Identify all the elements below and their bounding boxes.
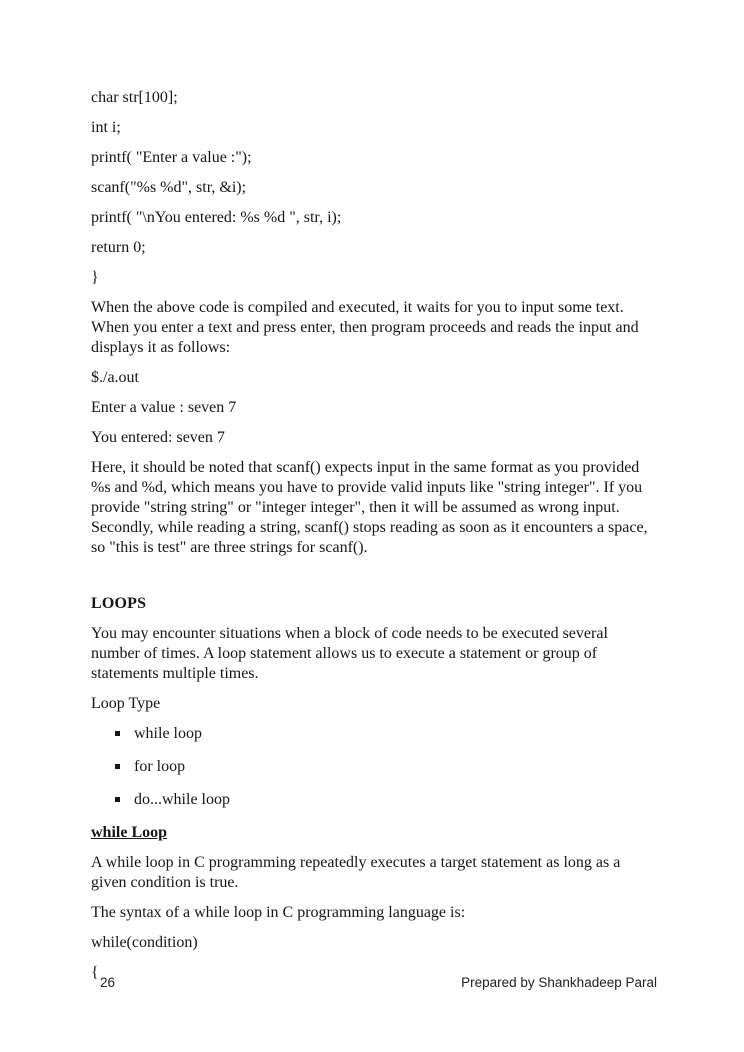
code-line: } <box>91 269 99 286</box>
paragraph-while-description: A while loop in C programming repeatedly executes a target statement as long as a given condition is true. <box>91 854 621 891</box>
paragraph-scanf-note: Here, it should be noted that scanf() expects input in the same format as you provided %s and %d, which means you have to provide valid inputs like "string integer". If you provide "string string" or "integer integer", then it will be assumed as wrong input. Secondly, while reading a string, scanf() stops reading as soon as it encounters a space, so "this is test" are three strings for scanf(). <box>91 459 648 556</box>
output-line: $./a.out <box>91 369 139 386</box>
section-heading-loops: LOOPS <box>91 595 147 612</box>
output-line: Enter a value : seven 7 <box>91 399 237 416</box>
list-item-label: do...while loop <box>134 791 230 808</box>
page-number: 26 <box>100 975 116 990</box>
code-line: scanf("%s %d", str, &i); <box>91 179 247 196</box>
square-bullet-icon <box>115 797 120 802</box>
paragraph-syntax-intro: The syntax of a while loop in C programming language is: <box>91 904 466 921</box>
page-footer <box>91 975 657 992</box>
paragraph-loops-intro: You may encounter situations when a block of code needs to be executed several number of times. A loop statement allows us to execute a statement or group of statements multiple times. <box>91 625 608 682</box>
square-bullet-icon <box>115 764 120 769</box>
paragraph-compiled-executed: When the above code is compiled and executed, it waits for you to input some text. When you enter a text and press enter, then program proceeds and reads the input and displays it as follows: <box>91 299 639 356</box>
list-item-label: for loop <box>134 758 186 775</box>
code-line: int i; <box>91 119 121 136</box>
list-item <box>91 790 657 810</box>
list-item <box>91 724 657 744</box>
syntax-line: { <box>91 964 99 981</box>
footer-prepared-by: Prepared by Shankhadeep Paral <box>461 975 657 990</box>
code-line: printf( "\nYou entered: %s %d ", str, i); <box>91 209 342 226</box>
code-line: char str[100]; <box>91 89 178 106</box>
syntax-line: while(condition) <box>91 934 198 951</box>
loop-type-label: Loop Type <box>91 695 161 712</box>
square-bullet-icon <box>115 731 120 736</box>
loop-type-list <box>91 724 657 810</box>
code-line: printf( "Enter a value :"); <box>91 149 252 166</box>
list-item-label: while loop <box>134 725 202 742</box>
subsection-heading-while-loop: while Loop <box>91 824 168 841</box>
page-content <box>91 88 657 993</box>
code-line: return 0; <box>91 239 146 256</box>
list-item <box>91 757 657 777</box>
output-line: You entered: seven 7 <box>91 429 225 446</box>
